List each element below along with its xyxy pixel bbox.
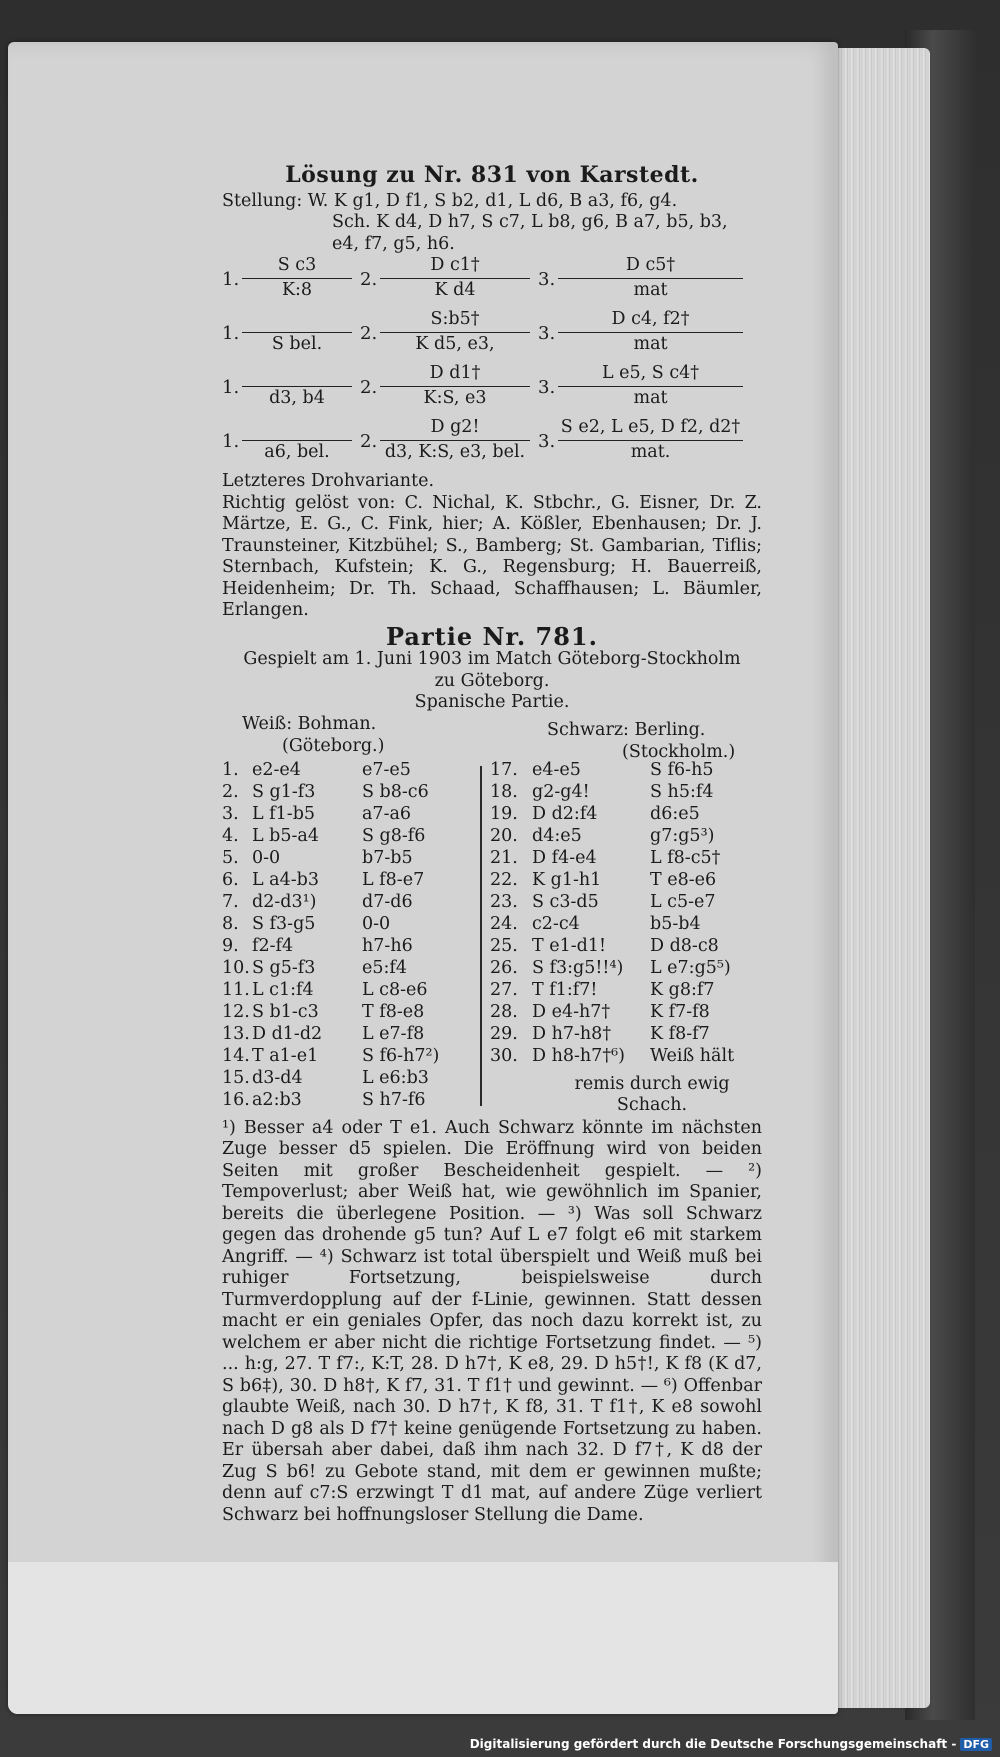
column-divider [480,766,482,1106]
white-move: L f1-b5 [252,803,316,824]
move-number: 9. [222,935,239,956]
move-row [490,980,762,1002]
white-move: S b1-c3 [252,1001,319,1022]
white-move: 0-0 [252,847,281,868]
move-number: 8. [222,913,239,934]
m3-fraction [558,255,743,301]
move-row [490,892,762,914]
drohvariante: Letzteres Drohvariante. [222,471,435,491]
black-move: d6:e5 [650,803,700,824]
move-row [222,1090,472,1112]
white-move: D f4-e4 [532,847,597,868]
move-number: 22. [490,869,518,890]
white-city: (Göteborg.) [282,735,385,756]
black-move: e5:f4 [362,957,407,978]
move-number: 26. [490,957,518,978]
black-move: L f8-c5† [650,847,721,868]
move-number: 12. [222,1001,250,1022]
move-number: 23. [490,891,518,912]
white-move: a2:b3 [252,1089,302,1110]
m2-white-move: D d1† [380,363,530,387]
variant-row [222,309,762,363]
solution-variants [222,255,762,471]
white-move: L b5-a4 [252,825,320,846]
black-move: S g8-f6 [362,825,426,846]
m3-black-move: mat. [630,441,671,462]
move-number: 29. [490,1023,518,1044]
move-row [490,782,762,804]
move-number: 1. [222,431,240,452]
digitization-credit [470,1737,992,1751]
m2-white-move: D g2! [380,417,530,441]
move-number: 2. [222,781,239,802]
move-number: 18. [490,781,518,802]
black-move: L e6:b3 [362,1067,429,1088]
white-move: L a4-b3 [252,869,320,890]
game-moves [222,760,762,1116]
m3-black-move: mat [633,333,668,354]
black-move: L e7-f8 [362,1023,425,1044]
white-move: e4-e5 [532,759,581,780]
black-move: D d8-c8 [650,935,719,956]
move-row [490,826,762,848]
m3-fraction [558,417,743,463]
m2-fraction [380,309,530,355]
m2-black-move: K d4 [434,279,476,300]
move-row [490,870,762,892]
move-row [490,1024,762,1046]
black-move: b7-b5 [362,847,413,868]
remis-note [542,1074,762,1117]
m3-white-move: D c4, f2† [558,309,743,333]
m2-black-move: K d5, e3, [415,333,495,354]
remis-line1: remis durch ewig [574,1073,730,1094]
m1-black-move: d3, b4 [269,387,325,408]
black-move: L f8-e7 [362,869,425,890]
move-number: 3. [538,269,556,290]
white-move: d4:e5 [532,825,582,846]
black-move: b5-b4 [650,913,701,934]
move-number: 1. [222,323,240,344]
move-number: 2. [360,431,378,452]
move-row [222,826,472,848]
move-number: 1. [222,759,239,780]
move-number: 28. [490,1001,518,1022]
m1-black-move: a6, bel. [264,441,330,462]
move-row [222,1046,472,1068]
m2-fraction [380,417,530,463]
move-number: 3. [222,803,239,824]
white-move: D d1-d2 [252,1023,323,1044]
black-move: S h5:f4 [650,781,714,802]
black-move: K f7-f8 [650,1001,710,1022]
move-row [222,958,472,980]
solution-title: Lösung zu Nr. 831 von Karstedt. [285,162,699,188]
m2-black-move: d3, K:S, e3, bel. [384,441,526,462]
remis-line2: Schach. [616,1095,688,1115]
move-number: 27. [490,979,518,1000]
players [222,713,762,762]
black-move: L c5-e7 [650,891,716,912]
move-number: 20. [490,825,518,846]
move-row [490,1046,762,1068]
white-move: K g1-h1 [532,869,602,890]
move-row [222,782,472,804]
move-number: 7. [222,891,239,912]
move-number: 10. [222,957,250,978]
moves-right-column [490,760,762,1068]
black-move: 0-0 [362,913,391,934]
m3-black-move: mat [633,387,668,408]
white-move: T a1-e1 [252,1045,319,1066]
moves-left-column [222,760,472,1112]
page-edges [830,48,930,1708]
m1-fraction [242,309,352,355]
move-row [490,958,762,980]
move-number: 4. [222,825,239,846]
move-row [222,804,472,826]
m1-black-move: S bel. [271,333,323,354]
m1-fraction [242,363,352,409]
black-move: S b8-c6 [362,781,429,802]
solver-list: Richtig gelöst von: C. Nichal, K. Stbchr., G. Eisner, Dr. Z. Märtze, E. G., C. Fink, hier; A. Kößler, Ebenhausen; Dr. J. Traunsteiner, Kitzbühel; S., Bamberg; St. Gambarian, Tiflis; Sternbach, Kufstein; K. G., Regensburg; H. Bauerreiß, Heidenheim; Dr. Th. Schaad, Schaffhausen; L. Bäumler, Erlangen. [222,492,762,620]
m3-black-move: mat [633,279,668,300]
m1-white-move [242,309,352,333]
move-row [222,936,472,958]
page-lower-strip [8,1562,838,1714]
move-number: 13. [222,1023,250,1044]
move-row [222,870,472,892]
move-number: 19. [490,803,518,824]
m1-white-move [242,417,352,441]
black-move: e7-e5 [362,759,411,780]
black-move: S h7-f6 [362,1089,426,1110]
dfg-logo: DFG [960,1738,992,1751]
move-number: 3. [538,431,556,452]
variant-row [222,417,762,471]
black-move: L c8-e6 [362,979,428,1000]
move-number: 16. [222,1089,250,1110]
move-number: 30. [490,1045,518,1066]
move-row [222,760,472,782]
move-row [222,892,472,914]
move-row [222,914,472,936]
move-row [490,936,762,958]
move-number: 14. [222,1045,250,1066]
black-move: S f6-h7²) [362,1045,440,1066]
black-move: Weiß hält [650,1045,735,1066]
stellung-line2: Sch. K d4, D h7, S c7, L b8, g6, B a7, b5, b3, [332,212,728,232]
move-number: 25. [490,935,518,956]
move-row [490,1002,762,1024]
white-move: D h8-h7†⁶) [532,1045,625,1066]
move-row [490,914,762,936]
move-row [222,848,472,870]
white-player: Weiß: Bohman. [242,713,377,734]
move-number: 5. [222,847,239,868]
m3-white-move: S e2, L e5, D f2, d2† [558,417,743,441]
move-number: 21. [490,847,518,868]
stellung-line3: e4, f7, g5, h6. [332,233,455,254]
m3-fraction [558,363,743,409]
move-number: 2. [360,323,378,344]
black-move: T f8-e8 [362,1001,425,1022]
black-city: (Stockholm.) [622,741,736,762]
white-move: d2-d3¹) [252,891,317,912]
move-row [222,1068,472,1090]
move-row [490,804,762,826]
move-number: 15. [222,1067,250,1088]
m1-fraction [242,255,352,301]
move-number: 3. [538,323,556,344]
white-move: c2-c4 [532,913,580,934]
white-move: L c1:f4 [252,979,314,1000]
m3-white-move: D c5† [558,255,743,279]
white-move: g2-g4! [532,781,590,802]
move-number: 11. [222,979,250,1000]
white-move: S f3-g5 [252,913,316,934]
white-move: T f1:f7! [532,979,598,1000]
white-move: f2-f4 [252,935,294,956]
m2-white-move: S:b5† [380,309,530,333]
move-row [490,760,762,782]
black-move: g7:g5³) [650,825,715,846]
white-move: S g1-f3 [252,781,316,802]
credit-text: Digitalisierung gefördert durch die Deutsche Forschungsgemeinschaft - [469,1737,957,1751]
text-block [222,162,762,1526]
m3-white-move: L e5, S c4† [558,363,743,387]
black-move: h7-h6 [362,935,413,956]
partie-played: Gespielt am 1. Juni 1903 im Match Göteborg-Stockholm zu Göteborg. [243,649,741,691]
m1-black-move: K:8 [281,279,313,300]
m2-fraction [380,363,530,409]
m2-black-move: K:S, e3 [423,387,487,408]
black-move: d7-d6 [362,891,413,912]
m3-fraction [558,309,743,355]
variant-row [222,363,762,417]
stellung [222,191,762,256]
partie-title: Partie Nr. 781. [386,621,598,651]
move-number: 3. [538,377,556,398]
m1-white-move: S c3 [242,255,352,279]
white-move: d3-d4 [252,1067,303,1088]
move-number: 2. [360,377,378,398]
move-number: 1. [222,269,240,290]
move-number: 6. [222,869,239,890]
move-row [222,1002,472,1024]
partie-opening: Spanische Partie. [414,692,570,712]
move-row [490,848,762,870]
white-move: S c3-d5 [532,891,599,912]
m2-fraction [380,255,530,301]
variant-row [222,255,762,309]
white-move: D d2:f4 [532,803,598,824]
move-number: 24. [490,913,518,934]
white-move: T e1-d1! [532,935,607,956]
stellung-line1: Stellung: W. K g1, D f1, S b2, d1, L d6, B a3, f6, g4. [222,190,678,211]
black-move: S f6-h5 [650,759,714,780]
m2-white-move: D c1† [380,255,530,279]
footnotes: ¹) Besser a4 oder T e1. Auch Schwarz könnte im nächsten Zuge besser d5 spielen. Die Eröffnung wird von beiden Seiten mit großer Bescheidenheit gespielt. — ²) Tempoverlust; aber Weiß hat, wie gewöhnlich im Spanier, bereits die überlegene Position. — ³) Was soll Schwarz gegen das drohende g5 tun? Auf L e7 folgt e6 mit starkem Angriff. — ⁴) Schwarz ist total überspielt und Weiß muß bei ruhiger Fortsetzung, beispielsweise durch Turmverdopplung auf der f-Linie, gewinnen. Statt dessen macht er ein geniales Opfer, das noch dazu korrekt ist, zu welchem er aber nicht die richtige Fortsetzung findet. — ⁵) ... h:g, 27. T f7:, K:T, 28. D h7†, K e8, 29. D h5†!, K f8 (K d7, S b6‡), 30. D h8†, K f7, 31. T f1† und gewinnt. — ⁶) Offenbar glaubte Weiß, nach 30. D h7†, K f8, 31. T f1†, K e8 sowohl nach D g8 als D f7† keine genügende Fortsetzung zu haben. Er übersah aber dabei, daß ihm nach 32. D f7†, K d8 der Zug S b6! zu Gebote stand, mit dem er gewinnen mußte; denn auf c7:S erzwingt T d1 mat, auf andere Züge verliert Schwarz bei hoffnungsloser Stellung die Dame. [222,1117,762,1525]
white-move: S g5-f3 [252,957,316,978]
black-player: Schwarz: Berling. [547,719,706,740]
white-move: D e4-h7† [532,1001,611,1022]
move-row [222,1024,472,1046]
black-move: a7-a6 [362,803,412,824]
black-move: T e8-e6 [650,869,717,890]
m1-fraction [242,417,352,463]
move-number: 17. [490,759,518,780]
move-row [222,980,472,1002]
white-move: e2-e4 [252,759,301,780]
move-number: 1. [222,377,240,398]
black-move: K f8-f7 [650,1023,710,1044]
move-number: 2. [360,269,378,290]
white-move: S f3:g5!!⁴) [532,957,624,978]
black-move: L e7:g5⁵) [650,957,731,978]
black-move: K g8:f7 [650,979,715,1000]
white-move: D h7-h8† [532,1023,612,1044]
m1-white-move [242,363,352,387]
